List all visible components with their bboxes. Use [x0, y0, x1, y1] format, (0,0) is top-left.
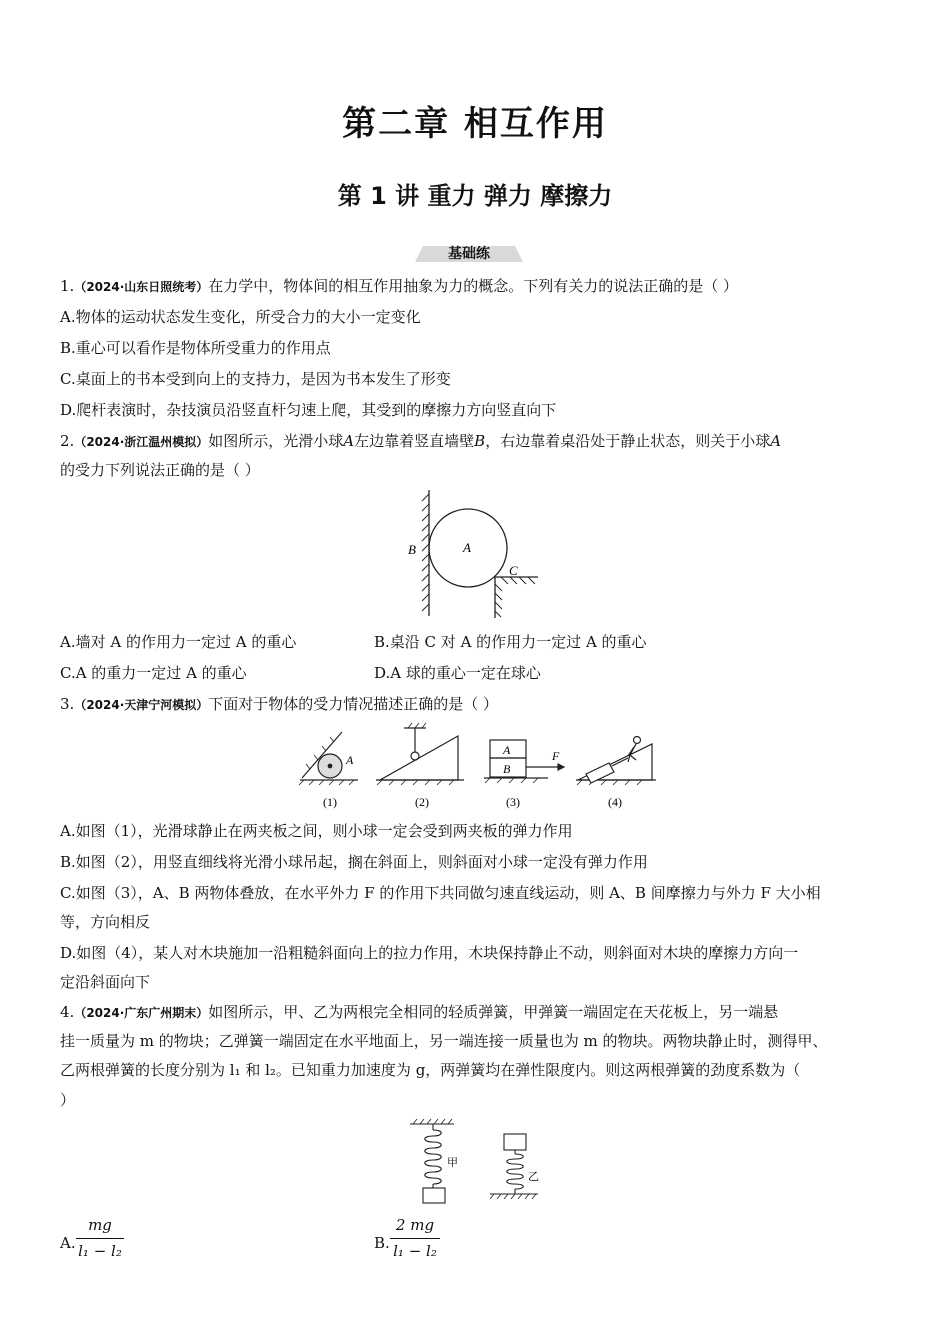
q3-figure — [296, 722, 662, 814]
q4-source: （2024·广东广州期末） — [74, 1006, 209, 1020]
q2-stem-b: 左边靠着竖直墙壁 — [354, 432, 475, 450]
q1-option-c: C.桌面上的书本受到向上的支持力，是因为书本发生了形变 — [60, 370, 451, 388]
q1-number: 1. — [60, 277, 75, 295]
fraction-bar — [76, 1238, 124, 1239]
q4-option-a-label: A. — [60, 1234, 76, 1252]
q4-option-b-label: B. — [374, 1234, 390, 1252]
q2-option-c: C.A 的重力一定过 A 的重心 — [60, 664, 247, 682]
q2-fig-label-b: B — [408, 542, 416, 557]
q4-option-a-fraction — [76, 1216, 124, 1264]
q2-figure — [400, 488, 545, 620]
q2-fig-label-a: A — [463, 540, 471, 555]
q2-stem — [60, 431, 781, 452]
q4-stem-line2: 挂一质量为 m 的物块；乙弹簧一端固定在水平地面上，另一端连接一质量也为 m 的物块。两物块静止时，测得甲、 — [60, 1032, 828, 1050]
q2-wall-label: B — [474, 432, 486, 450]
q3-option-c-line1: C.如图（3），A、B 两物体叠放，在水平外力 F 的作用下共同做匀速直线运动，则 A、B 间摩擦力与外力 F 大小相 — [60, 884, 821, 902]
q4-fig-label-jia: 甲 — [447, 1156, 458, 1169]
q3-option-b: B.如图（2），用竖直细线将光滑小球吊起，搁在斜面上，则斜面对小球一定没有弹力作用 — [60, 853, 648, 871]
q1-option-d: D.爬杆表演时，杂技演员沿竖直杆匀速上爬，其受到的摩擦力方向竖直向下 — [60, 401, 557, 419]
q1-option-b: B.重心可以看作是物体所受重力的作用点 — [60, 339, 331, 357]
q2-source: （2024·浙江温州模拟） — [74, 435, 209, 449]
q2-ball-label: A — [343, 432, 355, 450]
q2-stem-a: 如图所示，光滑小球 — [208, 432, 344, 450]
q2-stem-line2: 的受力下列说法正确的是（ ） — [60, 461, 260, 479]
q4-number: 4. — [60, 1003, 75, 1021]
q3-stem-text: 下面对于物体的受力情况描述正确的是（ ） — [208, 695, 499, 713]
q3-option-d-line2: 定沿斜面向下 — [60, 973, 151, 991]
q2-option-b: B.桌沿 C 对 A 的作用力一定过 A 的重心 — [374, 633, 647, 651]
q2-number: 2. — [60, 432, 75, 450]
q4-option-b-numerator: 2 mg — [395, 1216, 435, 1234]
q4-option-b-denominator: l₁ − l₂ — [393, 1242, 437, 1260]
q4-figure — [404, 1116, 554, 1208]
q2-option-d: D.A 球的重心一定在球心 — [374, 664, 541, 682]
q2-ball-label-2: A — [770, 432, 782, 450]
q3-fig3-label-b: B — [503, 762, 511, 776]
q3-stem — [60, 694, 498, 715]
q3-fig1-label-a: A — [346, 753, 354, 767]
q3-fig3-label-f: F — [552, 749, 560, 763]
q4-fig-label-yi: 乙 — [528, 1170, 539, 1183]
q3-caption-3: (3) — [506, 795, 520, 809]
q4-line1-text: 如图所示，甲、乙为两根完全相同的轻质弹簧，甲弹簧一端固定在天花板上，另一端悬 — [208, 1003, 779, 1021]
q3-caption-1: (1) — [323, 795, 337, 809]
q4-option-a-numerator: mg — [88, 1216, 112, 1234]
lecture-title: 第 1 讲 重力 弹力 摩擦力 — [337, 182, 613, 210]
q1-source: （2024·山东日照统考） — [74, 280, 209, 294]
q4-stem-line1 — [60, 1002, 778, 1023]
q4-option-b-fraction — [390, 1216, 440, 1264]
q4-option-a-denominator: l₁ − l₂ — [78, 1242, 122, 1260]
q2-fig-label-c: C — [509, 563, 518, 578]
q3-option-d-line1: D.如图（4），某人对木块施加一沿粗糙斜面向上的拉力作用，木块保持静止不动，则斜面对木块的摩擦力方向一 — [60, 944, 799, 962]
q3-option-c-line2: 等，方向相反 — [60, 913, 151, 931]
chapter-title: 第二章 相互作用 — [342, 104, 608, 144]
section-label-banner — [415, 244, 523, 264]
section-label: 基础练 — [448, 246, 490, 262]
q4-stem-line4: ） — [60, 1091, 76, 1109]
q4-stem-line3: 乙两根弹簧的长度分别为 l₁ 和 l₂。已知重力加速度为 g，两弹簧均在弹性限度内。则这两根弹簧的劲度系数为（ — [60, 1061, 801, 1079]
q3-source: （2024·天津宁河模拟） — [74, 698, 209, 712]
q3-option-a: A.如图（1），光滑球静止在两夹板之间，则小球一定会受到两夹板的弹力作用 — [60, 822, 573, 840]
q3-number: 3. — [60, 695, 75, 713]
fraction-bar — [390, 1238, 440, 1239]
q1-stem-text: 在力学中，物体间的相互作用抽象为力的概念。下列有关力的说法正确的是（ ） — [208, 277, 739, 295]
q1-stem — [60, 276, 738, 297]
q2-option-a: A.墙对 A 的作用力一定过 A 的重心 — [60, 633, 297, 651]
q3-caption-4: (4) — [608, 795, 622, 809]
q3-caption-2: (2) — [415, 795, 429, 809]
q1-option-a: A.物体的运动状态发生变化，所受合力的大小一定变化 — [60, 308, 421, 326]
q3-fig3-label-a: A — [503, 743, 511, 757]
q2-stem-c: ，右边靠着桌沿处于静止状态，则关于小球 — [485, 432, 771, 450]
